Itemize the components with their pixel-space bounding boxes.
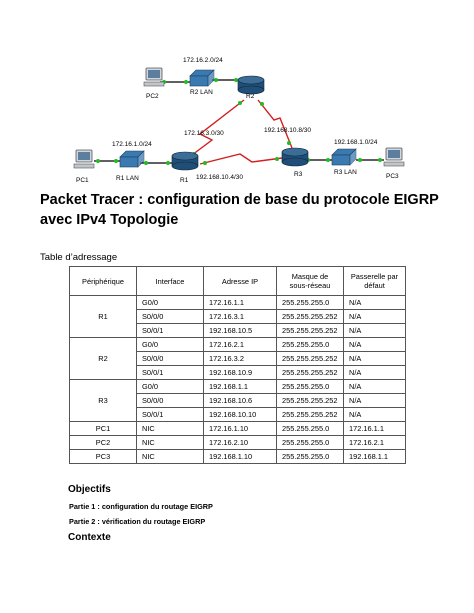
port-dot: [358, 158, 362, 162]
port-dot: [238, 101, 242, 105]
device-cell: R3: [70, 380, 137, 422]
table-cell: N/A: [344, 338, 406, 352]
table-cell: N/A: [344, 352, 406, 366]
table-cell: 255.255.255.0: [277, 338, 344, 352]
table-cell: 255.255.255.0: [277, 450, 344, 464]
serial-link-r1-r3: [200, 154, 282, 164]
table-cell: 255.255.255.252: [277, 352, 344, 366]
device-cell: R2: [70, 338, 137, 380]
port-dot: [96, 159, 100, 163]
port-dot: [214, 78, 218, 82]
table-header-row: [70, 267, 406, 296]
objectives-heading: Objectifs: [68, 484, 111, 495]
table-row: [70, 450, 406, 464]
link-label-r1-r2: 172.16.3.0/30: [184, 130, 224, 137]
device-label-pc3: PC3: [386, 173, 399, 180]
table-cell: NIC: [137, 450, 204, 464]
table-cell: 172.16.2.10: [204, 436, 277, 450]
device-label-r2: R2: [246, 93, 255, 100]
table-cell: N/A: [344, 324, 406, 338]
switch-icon: [332, 149, 356, 165]
table-cell: 192.168.1.10: [204, 450, 277, 464]
table-cell: 172.16.3.1: [204, 310, 277, 324]
port-dot: [184, 80, 188, 84]
objective-part-2: Partie 2 : vérification du routage EIGRP: [69, 517, 206, 526]
addressing-table: [69, 266, 406, 464]
table-cell: 172.16.1.10: [204, 422, 277, 436]
device-label-s3: R3 LAN: [334, 169, 357, 176]
table-cell: 172.16.2.1: [344, 436, 406, 450]
document-title: Packet Tracer : configuration de base du protocole EIGRP avec IPv4 Topologie: [40, 192, 439, 228]
table-cell: N/A: [344, 394, 406, 408]
column-header: Masque de sous-réseau: [277, 267, 344, 296]
table-cell: 172.16.1.1: [204, 296, 277, 310]
pc-icon: [74, 150, 94, 168]
router-icon: [238, 76, 264, 94]
table-cell: 192.168.10.10: [204, 408, 277, 422]
table-cell: 172.16.3.2: [204, 352, 277, 366]
serial-link-r2-r3: [258, 100, 292, 148]
switch-icon: [190, 70, 214, 86]
link-label-r1-lan: 172.16.1.0/24: [112, 141, 152, 148]
table-cell: G0/0: [137, 338, 204, 352]
port-dot: [234, 78, 238, 82]
port-dot: [378, 158, 382, 162]
table-cell: 255.255.255.252: [277, 310, 344, 324]
pc-icon: [144, 68, 164, 86]
device-label-s1: R1 LAN: [116, 175, 139, 182]
device-cell: PC3: [70, 450, 137, 464]
device-label-r1: R1: [180, 177, 189, 184]
network-topology-diagram: [0, 0, 474, 190]
device-label-s2: R2 LAN: [190, 89, 213, 96]
table-cell: N/A: [344, 310, 406, 324]
table-cell: 255.255.255.0: [277, 436, 344, 450]
table-cell: S0/0/1: [137, 324, 204, 338]
port-dot: [203, 161, 207, 165]
column-header: Périphérique: [70, 267, 137, 296]
column-header: Passerelle par défaut: [344, 267, 406, 296]
device-label-r3: R3: [294, 171, 303, 178]
port-dot: [287, 141, 291, 145]
context-heading: Contexte: [68, 532, 111, 543]
table-cell: NIC: [137, 436, 204, 450]
table-cell: 192.168.10.6: [204, 394, 277, 408]
router-icon: [282, 148, 308, 166]
table-cell: 255.255.255.252: [277, 408, 344, 422]
port-dot: [275, 157, 279, 161]
pc-icon: [384, 148, 404, 166]
port-dot: [326, 158, 330, 162]
port-dot: [114, 159, 118, 163]
link-label-r2-r3: 192.168.10.8/30: [264, 127, 311, 134]
column-header: Adresse IP: [204, 267, 277, 296]
port-dot: [144, 161, 148, 165]
table-cell: N/A: [344, 366, 406, 380]
table-cell: G0/0: [137, 380, 204, 394]
device-cell: R1: [70, 296, 137, 338]
table-row: [70, 296, 406, 310]
router-icon: [172, 152, 198, 170]
table-cell: 255.255.255.252: [277, 366, 344, 380]
table-cell: NIC: [137, 422, 204, 436]
table-row: [70, 436, 406, 450]
link-label-r3-lan: 192.168.1.0/24: [334, 139, 378, 146]
device-label-pc2: PC2: [146, 93, 159, 100]
switch-icon: [120, 151, 144, 167]
table-cell: 192.168.1.1: [344, 450, 406, 464]
table-cell: 172.16.2.1: [204, 338, 277, 352]
table-row: [70, 422, 406, 436]
table-cell: 192.168.10.5: [204, 324, 277, 338]
table-cell: N/A: [344, 296, 406, 310]
table-cell: 192.168.1.1: [204, 380, 277, 394]
device-cell: PC1: [70, 422, 137, 436]
table-cell: S0/0/0: [137, 310, 204, 324]
column-header: Interface: [137, 267, 204, 296]
addressing-table-title: Table d’adressage: [40, 252, 118, 263]
device-label-pc1: PC1: [76, 177, 89, 184]
table-cell: 172.16.1.1: [344, 422, 406, 436]
table-cell: 192.168.10.9: [204, 366, 277, 380]
table-cell: 255.255.255.0: [277, 380, 344, 394]
table-cell: S0/0/0: [137, 394, 204, 408]
table-cell: N/A: [344, 408, 406, 422]
link-label-r2-lan: 172.16.2.0/24: [183, 57, 223, 64]
table-row: [70, 380, 406, 394]
table-cell: S0/0/1: [137, 408, 204, 422]
link-label-r1-r3: 192.168.10.4/30: [196, 174, 243, 181]
port-dot: [166, 161, 170, 165]
table-cell: 255.255.255.252: [277, 394, 344, 408]
table-cell: 255.255.255.0: [277, 422, 344, 436]
port-dot: [260, 102, 264, 106]
table-cell: G0/0: [137, 296, 204, 310]
serial-link-r1-r2: [188, 100, 244, 158]
device-cell: PC2: [70, 436, 137, 450]
table-row: [70, 338, 406, 352]
table-cell: S0/0/0: [137, 352, 204, 366]
table-cell: S0/0/1: [137, 366, 204, 380]
table-cell: 255.255.255.252: [277, 324, 344, 338]
table-cell: 255.255.255.0: [277, 296, 344, 310]
table-cell: N/A: [344, 380, 406, 394]
objective-part-1: Partie 1 : configuration du routage EIGRP: [69, 502, 213, 511]
